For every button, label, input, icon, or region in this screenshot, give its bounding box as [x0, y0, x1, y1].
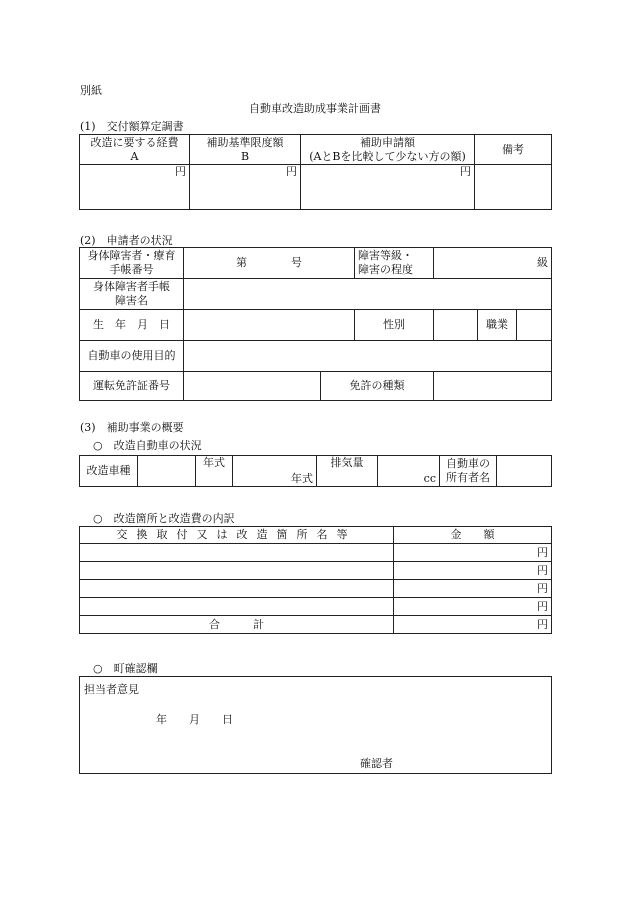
section1-heading: (1) 交付額算定調書	[80, 120, 184, 133]
breakdown-col-location: 交換取付又は改造箇所名等	[80, 527, 394, 544]
license-number-field[interactable]	[184, 372, 321, 401]
breakdown-amount-field[interactable]: 円	[394, 580, 552, 598]
license-number-label: 運転免許証番号	[80, 372, 184, 401]
displacement-field[interactable]: cc	[378, 456, 440, 487]
birthdate-field[interactable]	[184, 310, 355, 341]
occupation-cell[interactable]	[478, 310, 552, 341]
breakdown-item-field[interactable]	[80, 580, 394, 598]
grade-label: 障害等級・ 障害の程度	[355, 248, 434, 279]
confirmation-date: 年 月 日	[156, 713, 233, 726]
breakdown-amount-field[interactable]: 円	[394, 562, 552, 580]
disability-name-label: 身体障害者手帳 障害名	[80, 279, 184, 310]
breakdown-amount-field[interactable]: 円	[394, 544, 552, 562]
grant-calculation-table	[79, 134, 552, 210]
sex-label: 性別	[355, 310, 434, 341]
birthdate-label: 生 年 月 日	[80, 310, 184, 341]
breakdown-amount-field[interactable]: 円	[394, 598, 552, 616]
col-cost-header: 改造に要する経費 A	[80, 135, 190, 165]
breakdown-item-field[interactable]	[80, 598, 394, 616]
section3-heading: (3) 補助事業の概要	[80, 421, 184, 434]
document-title: 自動車改造助成事業計画書	[249, 102, 381, 115]
col-limit-header: 補助基準限度額 B	[190, 135, 301, 165]
attachment-label: 別紙	[80, 84, 102, 97]
vehicle-model-field[interactable]	[138, 456, 196, 487]
purpose-field[interactable]	[184, 341, 552, 372]
town-confirmation-heading: ○ 町確認欄	[93, 662, 158, 675]
vehicle-status-heading: ○ 改造自動車の状況	[93, 439, 202, 452]
grade-field[interactable]: 級	[434, 248, 552, 279]
owner-label: 自動車の 所有者名	[440, 456, 497, 487]
request-amount-cell[interactable]: 円	[301, 165, 475, 210]
cert-number-field[interactable]: 第 号	[184, 248, 355, 279]
total-label: 合 計	[80, 616, 394, 634]
remarks-cell[interactable]	[475, 165, 552, 210]
occupation-label: 職業	[478, 310, 517, 340]
town-confirmation-box[interactable]	[79, 676, 552, 774]
breakdown-heading: ○ 改造箇所と改造費の内訳	[93, 512, 235, 525]
limit-amount-cell[interactable]: 円	[190, 165, 301, 210]
owner-field[interactable]	[497, 456, 552, 487]
displacement-label: 排気量	[317, 456, 378, 487]
occupation-field[interactable]	[517, 310, 551, 340]
col-request-header: 補助申請額 (AとBを比較して少ない方の額)	[301, 135, 475, 165]
breakdown-item-field[interactable]	[80, 544, 394, 562]
license-type-label: 免許の種類	[321, 372, 434, 401]
officer-opinion-label: 担当者意見	[84, 683, 139, 696]
model-year-label: 年式	[196, 456, 233, 487]
disability-name-field[interactable]	[184, 279, 552, 310]
total-amount-field[interactable]: 円	[394, 616, 552, 634]
cert-number-label: 身体障害者・療育 手帳番号	[80, 248, 184, 279]
cost-amount-cell[interactable]: 円	[80, 165, 190, 210]
col-remarks-header: 備考	[475, 135, 552, 165]
breakdown-table	[79, 526, 552, 634]
license-type-field[interactable]	[434, 372, 552, 401]
sex-field[interactable]	[434, 310, 478, 341]
vehicle-table	[79, 455, 552, 487]
applicant-table	[79, 247, 552, 401]
breakdown-item-field[interactable]	[80, 562, 394, 580]
confirmer-label: 確認者	[360, 757, 393, 770]
model-year-field[interactable]: 年式	[233, 456, 317, 487]
breakdown-col-amount: 金 額	[394, 527, 552, 544]
purpose-label: 自動車の使用目的	[80, 341, 184, 372]
vehicle-model-label: 改造車種	[80, 456, 138, 487]
section2-heading: (2) 申請者の状況	[80, 234, 173, 247]
